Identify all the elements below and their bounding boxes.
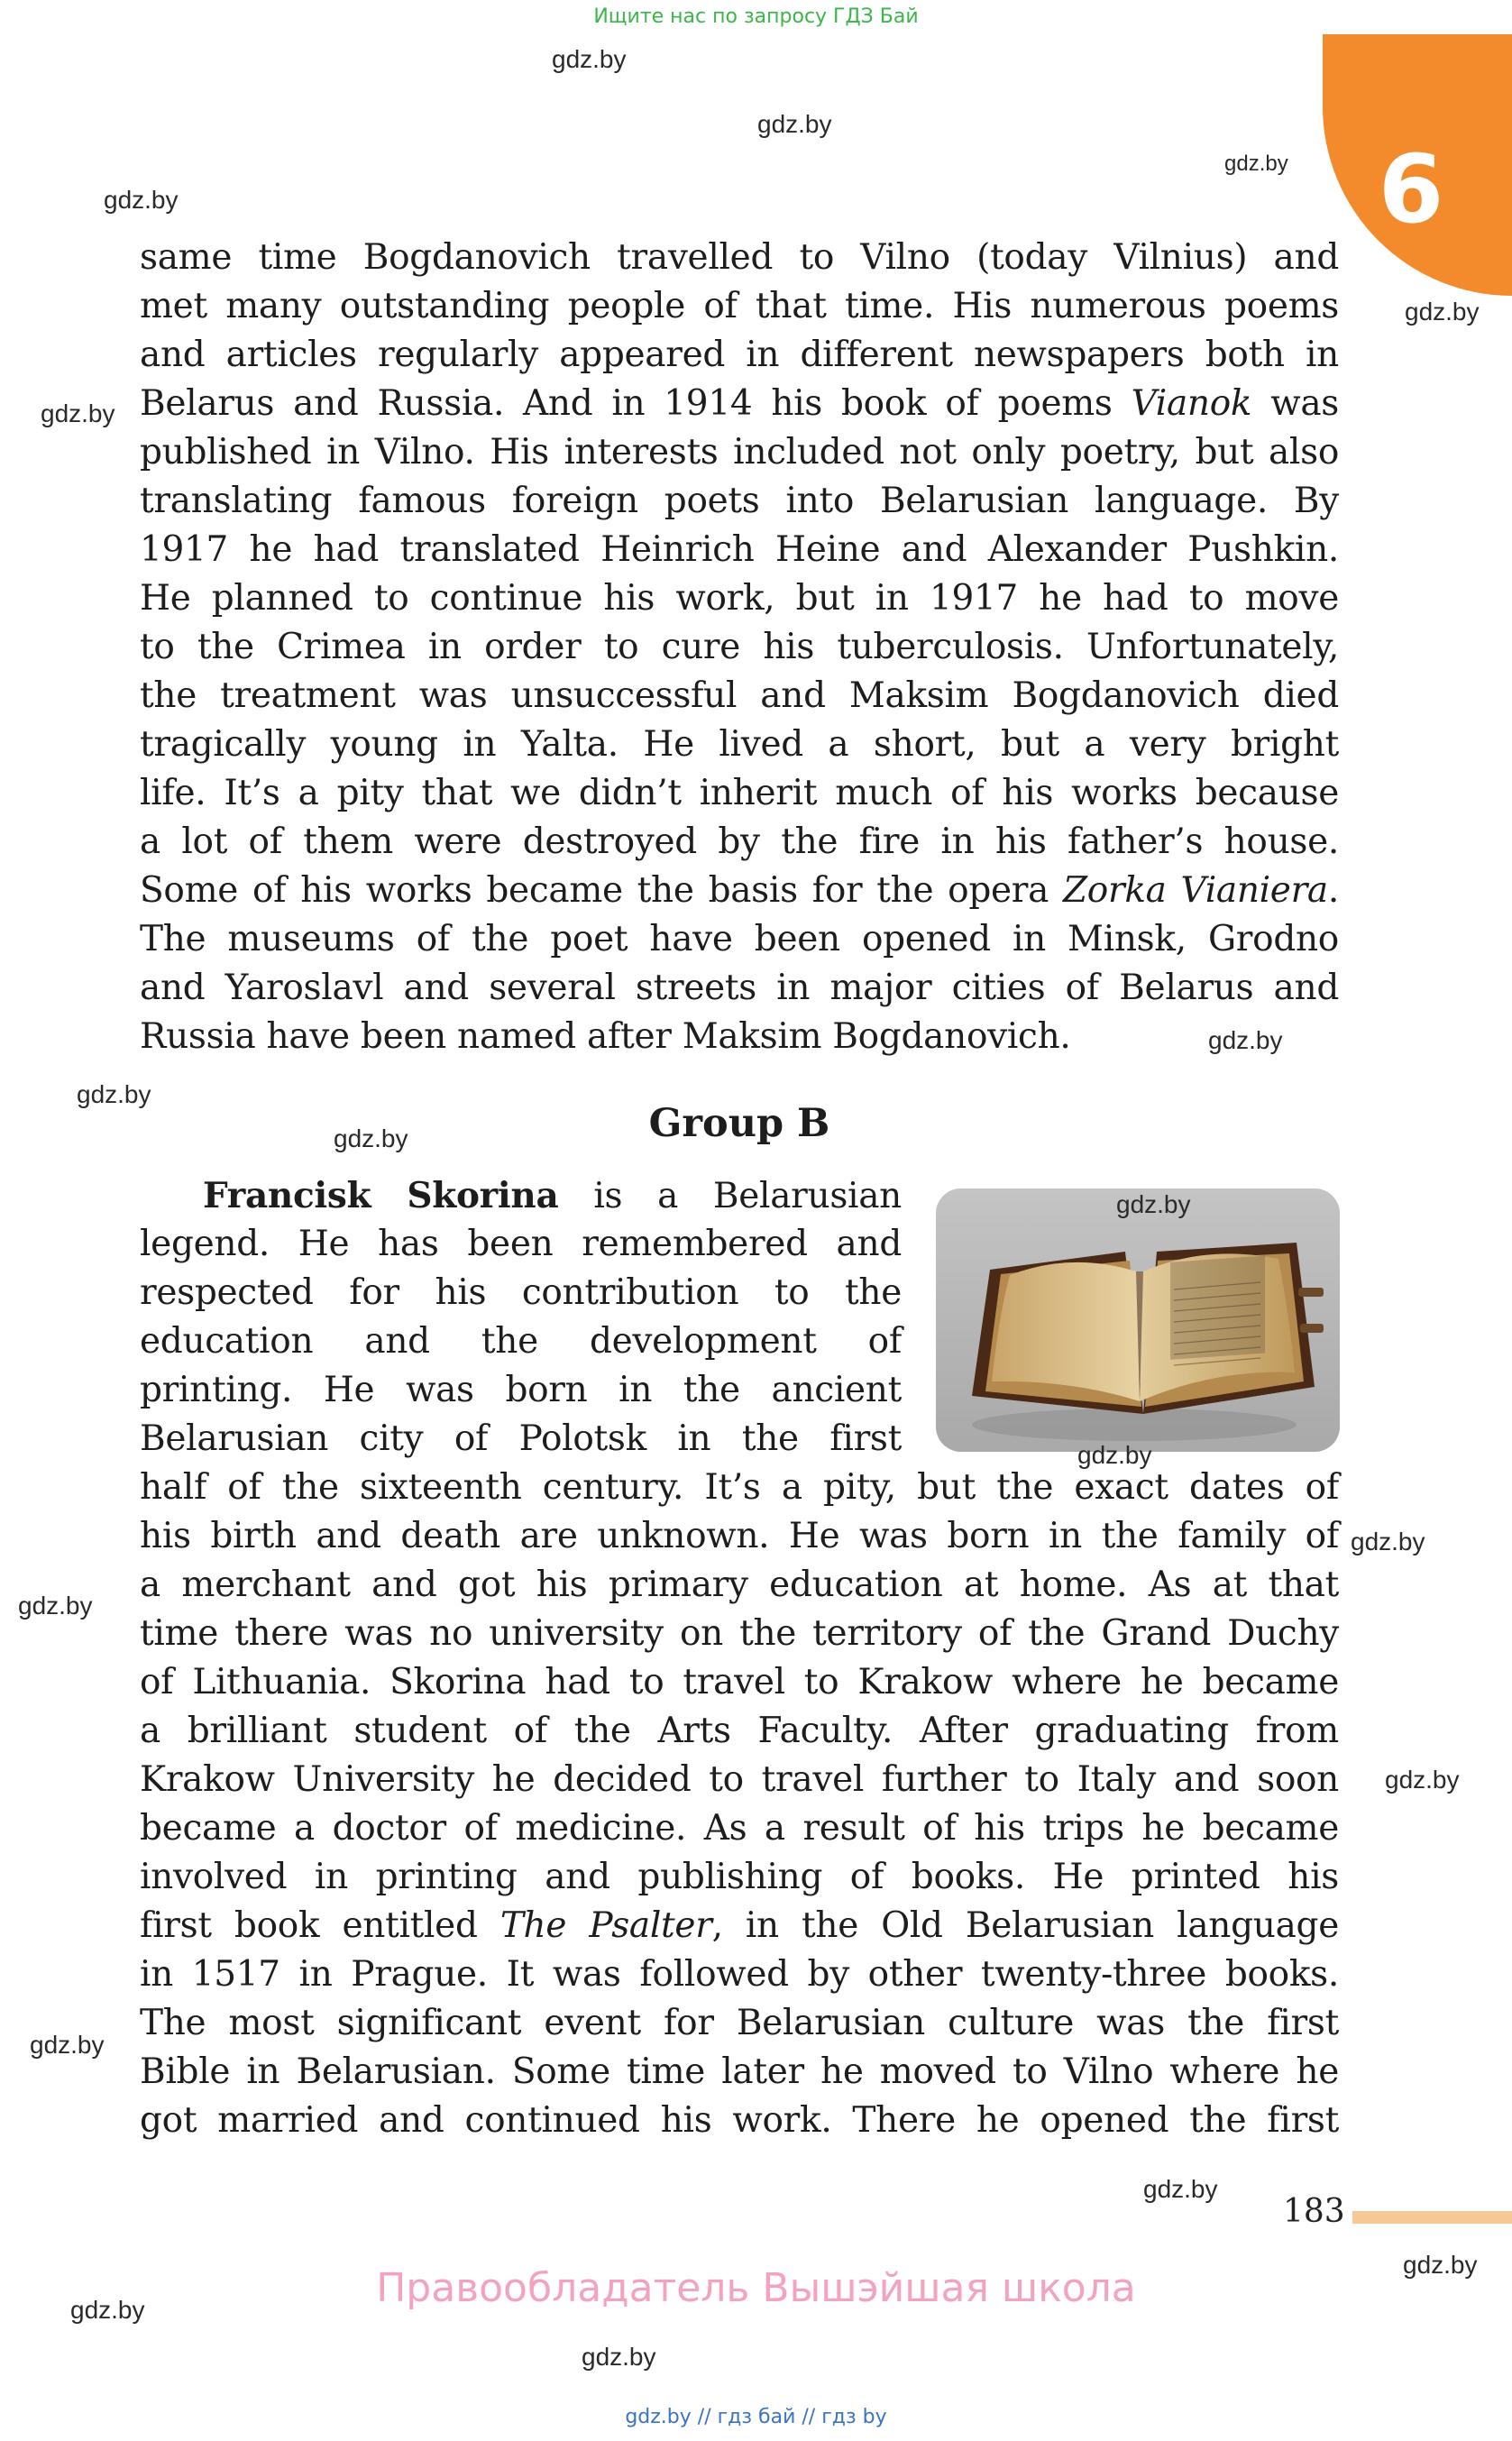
text-line: translating famous foreign poets into Belarusian language. By bbox=[140, 481, 1339, 521]
watermark: gdz.by bbox=[334, 1124, 408, 1152]
old-book-illustration bbox=[936, 1188, 1340, 1452]
copyright-notice: Правообладатель Вышэйшая школа bbox=[376, 2265, 1136, 2311]
watermark: gdz.by bbox=[1143, 2175, 1218, 2203]
watermark: gdz.by bbox=[1385, 1766, 1460, 1794]
text-line: to the Crimea in order to cure his tuberculosis. Unfortunately, bbox=[140, 627, 1339, 667]
person-name-skorina: Francisk Skorina bbox=[203, 1175, 559, 1216]
text-line: a brilliant student of the Arts Faculty. After graduating from bbox=[140, 1711, 1339, 1751]
text-line: the treatment was unsuccessful and Maksim Bogdanovich died bbox=[140, 675, 1339, 716]
watermark: gdz.by bbox=[104, 186, 179, 214]
text-line: 1917 he had translated Heinrich Heine and Alexander Pushkin. bbox=[140, 529, 1339, 570]
text-line bbox=[140, 869, 1339, 913]
watermark: gdz.by bbox=[1403, 2251, 1478, 2279]
text-line: and Yaroslavl and several streets in major cities of Belarus and bbox=[140, 968, 1339, 1008]
text-line: half of the sixteenth century. It’s a pity, but the exact dates of bbox=[140, 1467, 1339, 1508]
text-segment: , in the Old Belarusian language bbox=[711, 1905, 1339, 1946]
text-line: a merchant and got his primary education at home. As at that bbox=[140, 1565, 1339, 1605]
text-line: Bible in Belarusian. Some time later he moved to Vilno where he bbox=[140, 2051, 1339, 2092]
watermark: gdz.by bbox=[1077, 1441, 1152, 1469]
text-line: The museums of the poet have been opened in Minsk, Grodno bbox=[140, 919, 1339, 959]
text-segment: first book entitled bbox=[140, 1905, 478, 1946]
watermark: gdz.by bbox=[1224, 151, 1288, 176]
watermark: gdz.by bbox=[1116, 1190, 1191, 1218]
text-line: of Lithuania. Skorina had to travel to Krakow where he became bbox=[140, 1662, 1339, 1702]
watermark: gdz.by bbox=[552, 45, 627, 73]
text-line: time there was no university on the territory of the Grand Duchy bbox=[140, 1613, 1339, 1654]
watermark: gdz.by bbox=[41, 399, 115, 427]
text-line: Krakow University he decided to travel further to Italy and soon bbox=[140, 1759, 1339, 1800]
footer-links[interactable]: gdz.by // гдз бай // гдз by bbox=[625, 2406, 887, 2428]
text-line bbox=[140, 1174, 902, 1218]
watermark: gdz.by bbox=[1351, 1528, 1425, 1555]
text-line bbox=[140, 382, 1339, 426]
text-segment: Belarus and Russia. And in 1914 his book of poems bbox=[140, 383, 1113, 424]
watermark: gdz.by bbox=[30, 2031, 105, 2059]
text-line: published in Vilno. His interests included not only poetry, but also bbox=[140, 432, 1339, 473]
text-segment: . bbox=[1327, 870, 1339, 911]
group-b-heading: Group B bbox=[648, 1101, 830, 1146]
text-line: his birth and death are unknown. He was born in the family of bbox=[140, 1516, 1339, 1556]
opera-title-zorka-vianiera: Zorka Vianiera bbox=[1063, 870, 1328, 911]
text-line: tragically young in Yalta. He lived a short, but a very bright bbox=[140, 724, 1339, 765]
search-banner[interactable]: Ищите нас по запросу ГДЗ Бай bbox=[593, 5, 919, 28]
text-line: life. It’s a pity that we didn’t inherit much of his works because bbox=[140, 773, 1339, 813]
watermark: gdz.by bbox=[582, 2343, 656, 2371]
text-line: a lot of them were destroyed by the fire in his father’s house. bbox=[140, 821, 1339, 862]
text-line: He planned to continue his work, but in 1917 he had to move bbox=[140, 578, 1339, 619]
text-line: in 1517 in Prague. It was followed by other twenty-three books. bbox=[140, 1954, 1339, 1995]
page-number: 183 bbox=[1283, 2193, 1345, 2230]
text-line: Russia have been named after Maksim Bogdanovich. bbox=[140, 1016, 1071, 1057]
text-line bbox=[140, 1904, 1339, 1948]
watermark: gdz.by bbox=[1405, 298, 1480, 326]
text-line: The most significant event for Belarusian culture was the first bbox=[140, 2003, 1339, 2043]
text-line: and articles regularly appeared in different newspapers both in bbox=[140, 335, 1339, 375]
watermark: gdz.by bbox=[70, 2296, 145, 2324]
text-line: became a doctor of medicine. As a result of his trips he became bbox=[140, 1808, 1339, 1849]
text-line: Belarusian city of Polotsk in the first bbox=[140, 1418, 902, 1459]
watermark: gdz.by bbox=[757, 110, 832, 138]
text-line: met many outstanding people of that time. His numerous poems bbox=[140, 286, 1339, 326]
watermark: gdz.by bbox=[18, 1592, 93, 1620]
text-segment: was bbox=[1270, 383, 1339, 424]
page-number-bar bbox=[1352, 2211, 1512, 2224]
old-book-image bbox=[936, 1188, 1340, 1452]
text-line: respected for his contribution to the bbox=[140, 1272, 902, 1313]
book-title-psalter: The Psalter bbox=[499, 1905, 712, 1946]
text-line: education and the development of bbox=[140, 1321, 902, 1362]
watermark: gdz.by bbox=[1208, 1026, 1283, 1054]
chapter-number: 6 bbox=[1378, 134, 1444, 244]
text-line: legend. He has been remembered and bbox=[140, 1224, 902, 1264]
text-line: same time Bogdanovich travelled to Vilno (today Vilnius) and bbox=[140, 237, 1339, 278]
book-title-vianok: Vianok bbox=[1131, 383, 1252, 424]
text-line: got married and continued his work. There he opened the first bbox=[140, 2100, 1339, 2141]
watermark: gdz.by bbox=[77, 1080, 151, 1108]
text-line: printing. He was born in the ancient bbox=[140, 1370, 902, 1410]
text-segment: is a Belarusian bbox=[593, 1176, 902, 1216]
text-segment: Some of his works became the basis for the opera bbox=[140, 870, 1049, 911]
text-line: involved in printing and publishing of books. He printed his bbox=[140, 1857, 1339, 1897]
